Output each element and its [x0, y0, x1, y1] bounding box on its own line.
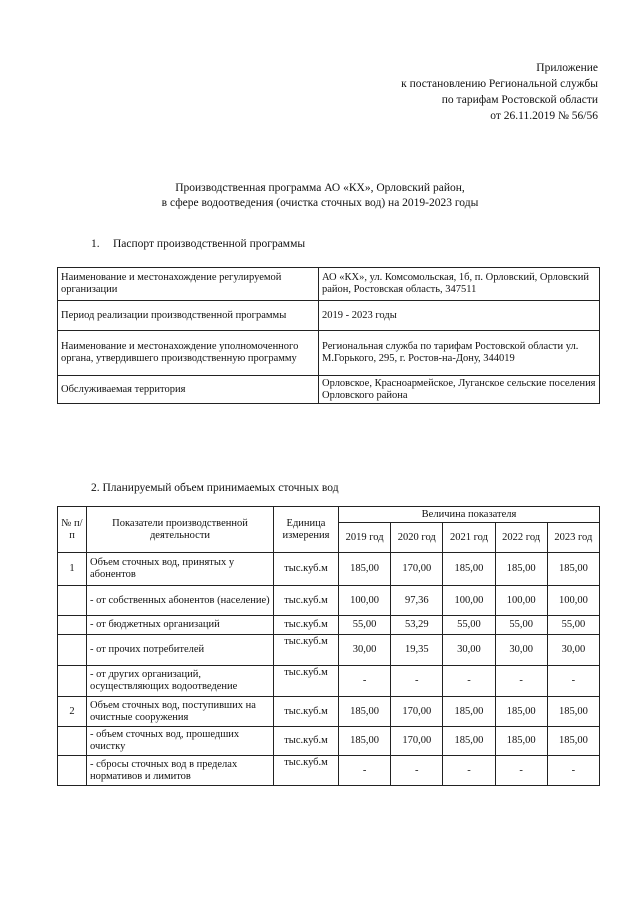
- row-value: 185,00: [339, 697, 391, 727]
- table-row: [58, 268, 600, 301]
- row-value: 100,00: [547, 586, 599, 616]
- col-header-year: 2019 год: [339, 523, 391, 553]
- col-header-unit: Единица измерения: [274, 507, 339, 553]
- col-header-year: 2023 год: [547, 523, 599, 553]
- row-indicator: - от собственных абонентов (население): [87, 586, 274, 616]
- row-value: -: [495, 756, 547, 786]
- row-unit: тыс.куб.м: [274, 635, 339, 666]
- passport-table: [57, 267, 600, 404]
- row-value: 185,00: [547, 697, 599, 727]
- row-value: 185,00: [495, 727, 547, 756]
- row-value: 170,00: [391, 727, 443, 756]
- row-value: -: [443, 756, 495, 786]
- title-line: в сфере водоотведения (очистка сточных вод) на 2019-2023 годы: [161, 197, 479, 209]
- row-indicator: - сбросы сточных вод в пределах нормативов и лимитов: [87, 756, 274, 786]
- col-header-year: 2020 год: [391, 523, 443, 553]
- row-value: 30,00: [495, 635, 547, 666]
- section-title: Паспорт производственной программы: [113, 238, 306, 250]
- title-line: Производственная программа АО «КХ», Орловский район,: [175, 182, 465, 194]
- table-row: [58, 553, 600, 586]
- row-value: 97,36: [391, 586, 443, 616]
- section-1-heading: [91, 238, 305, 250]
- table-row: [58, 756, 600, 786]
- passport-value: Орловское, Красноармейское, Луганское сельские поселения Орловского района: [319, 376, 600, 404]
- table-header-row: [58, 507, 600, 523]
- row-number: [58, 635, 87, 666]
- col-header-year: 2022 год: [495, 523, 547, 553]
- appendix-line: Приложение: [536, 62, 598, 74]
- row-value: 185,00: [443, 727, 495, 756]
- row-unit: тыс.куб.м: [274, 756, 339, 786]
- col-header-value-group: Величина показателя: [339, 507, 600, 523]
- row-value: 55,00: [547, 616, 599, 635]
- row-number: [58, 586, 87, 616]
- row-indicator: - от бюджетных организаций: [87, 616, 274, 635]
- volume-table-body: [58, 553, 600, 786]
- row-number: [58, 756, 87, 786]
- row-value: 30,00: [443, 635, 495, 666]
- appendix-header: [401, 60, 598, 124]
- col-header-num: № п/п: [58, 507, 87, 553]
- row-value: 55,00: [339, 616, 391, 635]
- row-unit: тыс.куб.м: [274, 586, 339, 616]
- row-indicator: Объем сточных вод, поступивших на очистные сооружения: [87, 697, 274, 727]
- row-unit: тыс.куб.м: [274, 666, 339, 697]
- passport-label: Период реализации производственной программы: [58, 301, 319, 331]
- row-value: -: [547, 756, 599, 786]
- col-header-year: 2021 год: [443, 523, 495, 553]
- row-value: 100,00: [443, 586, 495, 616]
- row-unit: тыс.куб.м: [274, 616, 339, 635]
- row-value: 185,00: [339, 727, 391, 756]
- row-value: 30,00: [547, 635, 599, 666]
- table-row: [58, 301, 600, 331]
- table-row: [58, 331, 600, 376]
- row-value: 170,00: [391, 553, 443, 586]
- appendix-line: по тарифам Ростовской области: [441, 94, 598, 106]
- row-value: 170,00: [391, 697, 443, 727]
- table-row: [58, 666, 600, 697]
- passport-value: 2019 - 2023 годы: [319, 301, 600, 331]
- volume-table: [57, 506, 600, 786]
- passport-label: Наименование и местонахождение уполномоченного органа, утвердившего производственную программу: [58, 331, 319, 376]
- row-unit: тыс.куб.м: [274, 727, 339, 756]
- row-value: 185,00: [495, 697, 547, 727]
- row-value: 53,29: [391, 616, 443, 635]
- row-unit: тыс.куб.м: [274, 553, 339, 586]
- row-value: -: [339, 756, 391, 786]
- row-value: 185,00: [547, 553, 599, 586]
- row-value: 100,00: [339, 586, 391, 616]
- row-value: 185,00: [443, 553, 495, 586]
- row-value: 185,00: [547, 727, 599, 756]
- row-number: 2: [58, 697, 87, 727]
- row-value: 100,00: [495, 586, 547, 616]
- row-value: 185,00: [443, 697, 495, 727]
- table-row: [58, 697, 600, 727]
- row-value: 55,00: [495, 616, 547, 635]
- row-indicator: Объем сточных вод, принятых у абонентов: [87, 553, 274, 586]
- section-number: 1.: [91, 238, 100, 250]
- table-row: [58, 727, 600, 756]
- table-row: [58, 635, 600, 666]
- row-number: 1: [58, 553, 87, 586]
- row-indicator: - от прочих потребителей: [87, 635, 274, 666]
- row-value: 30,00: [339, 635, 391, 666]
- col-header-indicator: Показатели производственной деятельности: [87, 507, 274, 553]
- row-value: 185,00: [495, 553, 547, 586]
- table-row: [58, 376, 600, 404]
- row-value: -: [547, 666, 599, 697]
- row-value: 185,00: [339, 553, 391, 586]
- row-value: -: [495, 666, 547, 697]
- appendix-line: к постановлению Региональной службы: [401, 78, 598, 90]
- row-value: -: [443, 666, 495, 697]
- row-number: [58, 666, 87, 697]
- document-title: [0, 181, 640, 211]
- table-row: [58, 586, 600, 616]
- passport-label: Обслуживаемая территория: [58, 376, 319, 404]
- table-row: [58, 616, 600, 635]
- appendix-line: от 26.11.2019 № 56/56: [490, 110, 598, 122]
- row-indicator: - от других организаций, осуществляющих водоотведение: [87, 666, 274, 697]
- passport-value: Региональная служба по тарифам Ростовской области ул. М.Горького, 295, г. Ростов-на-Дону, 344019: [319, 331, 600, 376]
- row-number: [58, 616, 87, 635]
- row-value: -: [391, 666, 443, 697]
- passport-label: Наименование и местонахождение регулируемой организации: [58, 268, 319, 301]
- row-unit: тыс.куб.м: [274, 697, 339, 727]
- row-value: -: [391, 756, 443, 786]
- row-value: 55,00: [443, 616, 495, 635]
- row-value: 19,35: [391, 635, 443, 666]
- row-number: [58, 727, 87, 756]
- row-indicator: - объем сточных вод, прошедших очистку: [87, 727, 274, 756]
- passport-value: АО «КХ», ул. Комсомольская, 1б, п. Орловский, Орловский район, Ростовская область, 347511: [319, 268, 600, 301]
- section-2-heading: 2. Планируемый объем принимаемых сточных вод: [91, 482, 339, 494]
- row-value: -: [339, 666, 391, 697]
